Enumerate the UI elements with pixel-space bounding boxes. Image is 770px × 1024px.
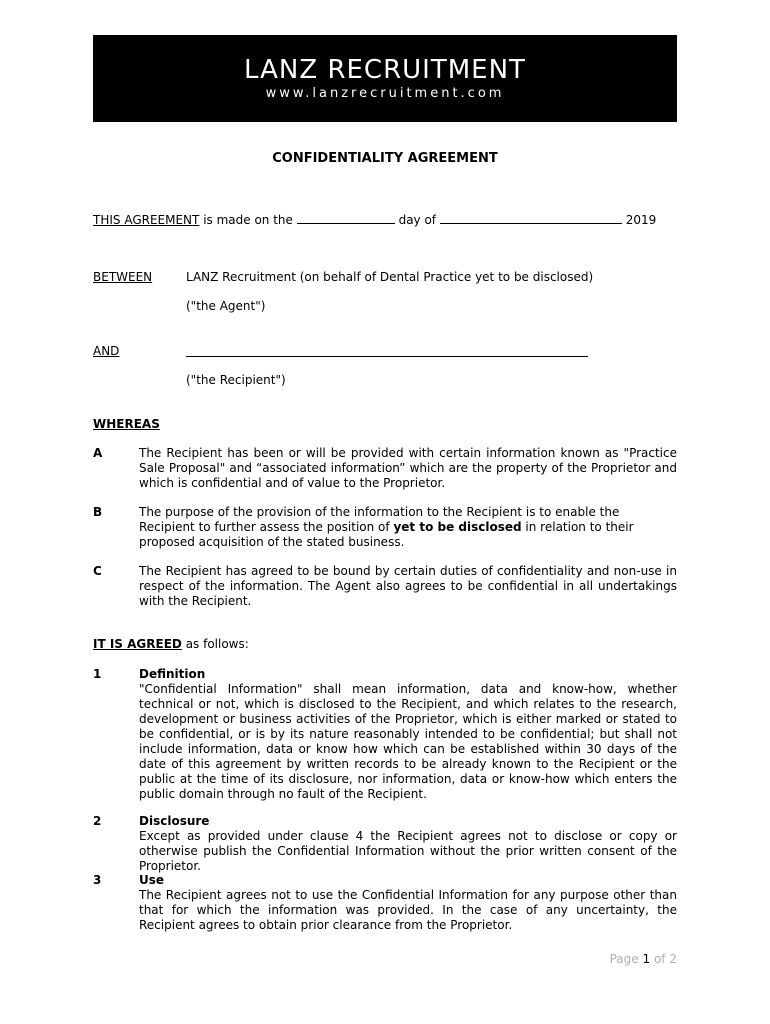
recital-text-start: The purpose of the provision of the information to the Recipient is to enable the Recipient to further assess the position of bbox=[139, 505, 620, 534]
of-word: of bbox=[653, 952, 666, 966]
document-title: CONFIDENTIALITY AGREEMENT bbox=[272, 151, 498, 166]
header-banner bbox=[93, 35, 677, 122]
clause-use bbox=[139, 873, 677, 933]
clause-heading: Definition bbox=[139, 667, 206, 681]
clause-definition bbox=[139, 667, 677, 802]
clause-number: 2 bbox=[93, 814, 102, 828]
clause-text: Except as provided under clause 4 the Recipient agrees not to disclose or copy or otherwise publish the Confidential Information without the prior written consent of the Proprietor. bbox=[139, 829, 677, 873]
current-page: 1 bbox=[642, 952, 651, 966]
recital-text: The Recipient has been or will be provided with certain information known as "Practice Sale Proposal" and “associated information” which are the property of the Proprietor and which is confidential and of value to the Proprietor. bbox=[139, 446, 677, 490]
clause-number: 1 bbox=[93, 667, 102, 681]
clause-text: "Confidential Information" shall mean information, data and know-how, whether technical or not, which is disclosed to the Recipient, and which relates to the research, development or business activities of the Proprietor, which is either marked or stated to be confidential, or is by its nature reasonably intended to be confidential; but shall not include information, data or know how which can be established within 30 days of the date of this agreement by written records to be already known to the Recipient or the public at the time of its disclosure, nor information, data or know-how which enters the public domain through no fault of the Recipient. bbox=[139, 682, 677, 801]
whereas-heading: WHEREAS bbox=[93, 417, 160, 431]
recital-label: B bbox=[93, 505, 103, 519]
agreement-label: THIS AGREEMENT bbox=[93, 213, 200, 227]
undisclosed-party: yet to be disclosed bbox=[393, 520, 522, 534]
clause-heading: Use bbox=[139, 873, 165, 887]
website-url: www.lanzrecruitment.com bbox=[265, 86, 505, 101]
recital-text-end: in relation to their proposed acquisition of the stated business. bbox=[139, 520, 634, 549]
year-text: 2019 bbox=[625, 213, 657, 227]
recital-label: A bbox=[93, 446, 103, 460]
clause-heading: Disclosure bbox=[139, 814, 210, 828]
made-on-text: is made on the bbox=[203, 213, 293, 227]
agreed-heading: IT IS AGREED bbox=[93, 637, 182, 651]
total-pages: 2 bbox=[669, 952, 677, 966]
recital-label: C bbox=[93, 564, 102, 578]
clause-disclosure bbox=[139, 814, 677, 874]
clause-number: 3 bbox=[93, 873, 102, 887]
and-label: AND bbox=[93, 344, 120, 358]
date-day-blank[interactable] bbox=[297, 212, 395, 224]
agreed-line bbox=[93, 637, 249, 652]
recital-text: The Recipient has agreed to be bound by certain duties of confidentiality and non-use in respect of the information. The Agent also agrees to be confidential in all undertakings with the Recipient. bbox=[139, 564, 677, 608]
page-word: Page bbox=[609, 952, 639, 966]
clause-text: The Recipient agrees not to use the Confidential Information for any purpose other than that for which the information was provided. In the case of any uncertainty, the Recipient agrees to obtain prior clearance from the Proprietor. bbox=[139, 888, 677, 932]
agreed-suffix: as follows: bbox=[185, 637, 249, 651]
page-indicator bbox=[560, 952, 677, 967]
recipient-name-blank[interactable] bbox=[186, 345, 588, 357]
date-month-blank[interactable] bbox=[440, 212, 622, 224]
between-label: BETWEEN bbox=[93, 270, 153, 284]
between-party: LANZ Recruitment (on behalf of Dental Practice yet to be disclosed) bbox=[186, 270, 594, 284]
recital-text bbox=[139, 505, 677, 550]
recipient-alias: ("the Recipient") bbox=[186, 373, 286, 387]
agreement-intro bbox=[93, 212, 656, 228]
agent-alias: ("the Agent") bbox=[186, 299, 266, 313]
brand-name: LANZ RECRUITMENT bbox=[244, 55, 526, 85]
day-of-text: day of bbox=[398, 213, 437, 227]
